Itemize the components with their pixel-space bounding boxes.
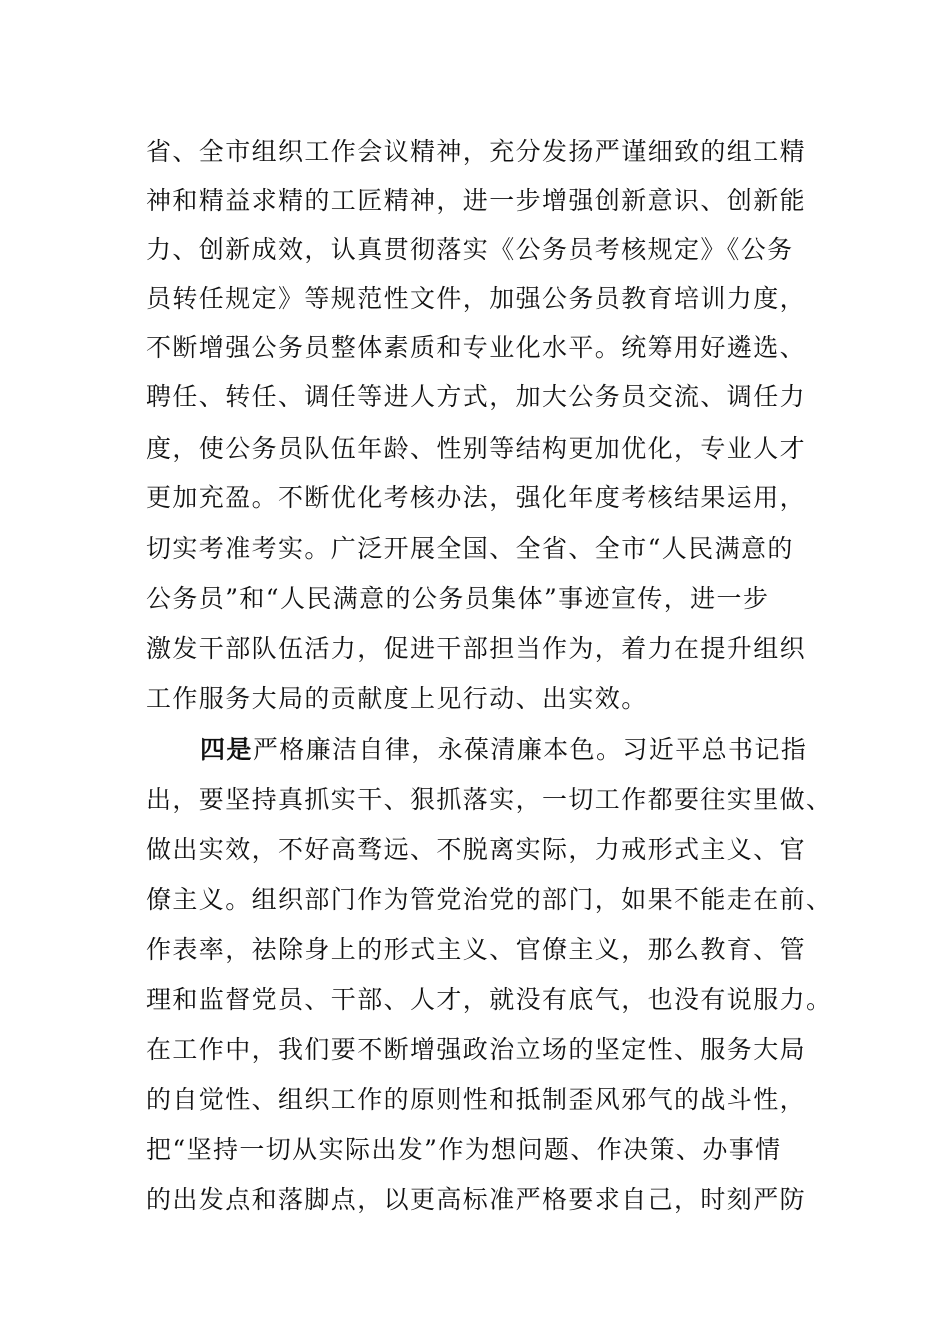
text-line: 理和监督党员、干部、人才，就没有底气，也没有说服力。	[146, 985, 833, 1014]
text-line: 切实考准考实。广泛开展全国、全省、全市“人民满意的	[146, 534, 794, 563]
text-line: 聘任、转任、调任等进人方式，加大公务员交流、调任力	[146, 382, 807, 411]
text-line: 力、创新成效，认真贯彻落实《公务员考核规定》《公务	[146, 235, 794, 264]
text-line: 工作服务大局的贡献度上见行动、出实效。	[146, 684, 648, 713]
text-line: 度，使公务员队伍年龄、性别等结构更加优化，专业人才	[146, 434, 807, 463]
text-line: 僚主义。组织部门作为管党治党的部门，如果不能走在前、	[146, 885, 833, 914]
text-line: 不断增强公务员整体素质和专业化水平。统筹用好遴选、	[146, 333, 807, 362]
text-line: 的自觉性、组织工作的原则性和抵制歪风邪气的战斗性，	[146, 1085, 807, 1114]
text-line: 作表率，祛除身上的形式主义、官僚主义，那么教育、管	[146, 935, 807, 964]
text-line: 激发干部队伍活力，促进干部担当作为，着力在提升组织	[146, 634, 807, 663]
text-line: 公务员”和“人民满意的公务员集体”事迹宣传，进一步	[146, 584, 770, 613]
text-line: 做出实效，不好高骛远、不脱离实际，力戒形式主义、官	[146, 835, 807, 864]
paragraph-first-line	[200, 733, 807, 767]
first-line-text: 严格廉洁自律，永葆清廉本色。习近平总书记指	[252, 735, 808, 764]
text-line: 把“坚持一切从实际出发”作为想问题、作决策、办事情	[146, 1135, 782, 1164]
paragraph-lead: 四是	[200, 735, 253, 764]
text-line: 更加充盈。不断优化考核办法，强化年度考核结果运用，	[146, 483, 807, 512]
text-line: 神和精益求精的工匠精神，进一步增强创新意识、创新能	[146, 186, 807, 215]
text-line: 在工作中，我们要不断增强政治立场的坚定性、服务大局	[146, 1035, 807, 1064]
text-line: 省、全市组织工作会议精神，充分发扬严谨细致的组工精	[146, 137, 807, 166]
text-line: 出，要坚持真抓实干、狠抓落实，一切工作都要往实里做、	[146, 785, 833, 814]
text-line: 的出发点和落脚点，以更高标准严格要求自己，时刻严防	[146, 1185, 807, 1214]
text-line: 员转任规定》等规范性文件，加强公务员教育培训力度，	[146, 284, 807, 313]
